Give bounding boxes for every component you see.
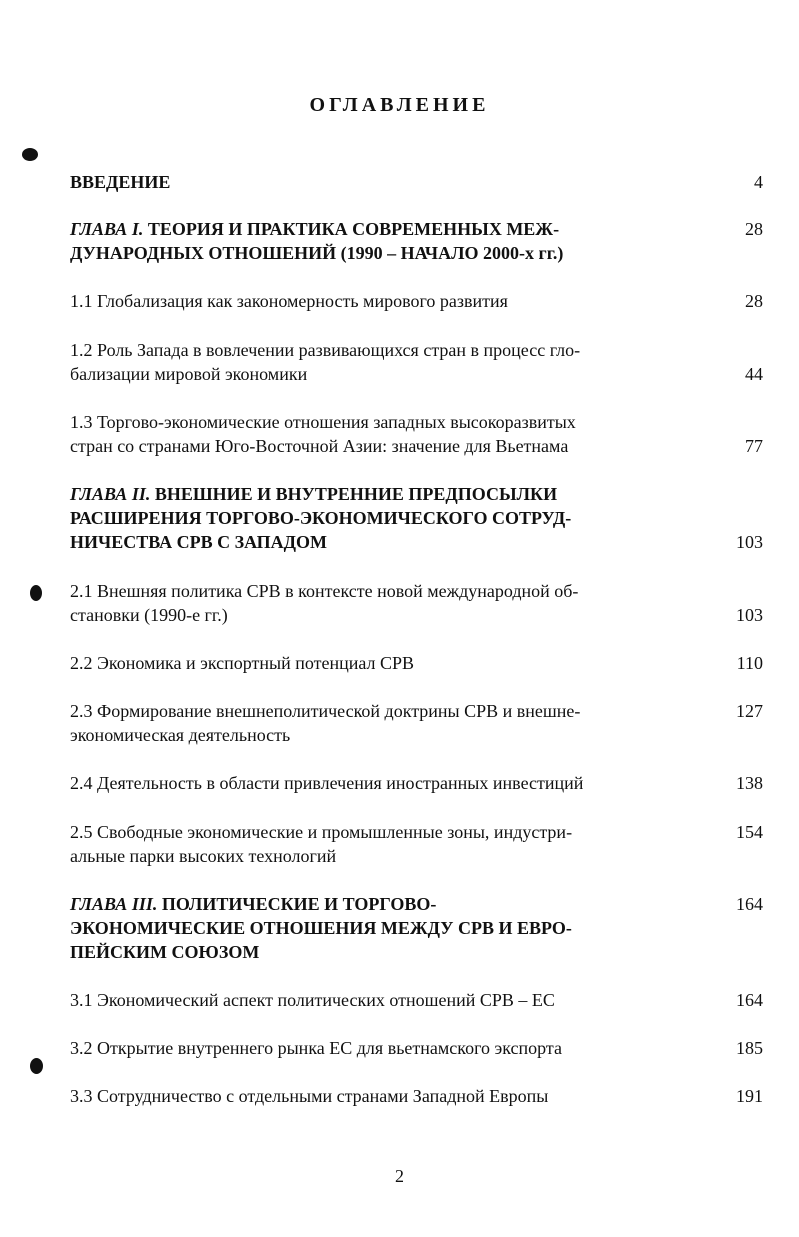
toc-entry-section-2-4	[70, 771, 650, 795]
toc-page-number: 28	[745, 219, 763, 239]
toc-entry-line: альные парки высоких технологий	[70, 846, 337, 866]
toc-entry-line: бализации мировой экономики	[70, 364, 308, 384]
toc-page-number: 103	[736, 532, 763, 552]
toc-entry-line: РАСШИРЕНИЯ ТОРГОВО-ЭКОНОМИЧЕСКОГО СОТРУД-	[70, 508, 572, 528]
toc-entry-line: ЭКОНОМИЧЕСКИЕ ОТНОШЕНИЯ МЕЖДУ СРВ И ЕВРО-	[70, 918, 572, 938]
toc-entry-chapter-3	[70, 892, 650, 964]
toc-entry-section-3-3	[70, 1084, 650, 1108]
toc-entry-line: ТЕОРИЯ И ПРАКТИКА СОВРЕМЕННЫХ МЕЖ-	[147, 219, 560, 239]
ink-blot	[22, 148, 38, 161]
toc-entry-line: становки (1990-е гг.)	[70, 605, 228, 625]
toc-entry-section-2-3	[70, 699, 650, 747]
toc-entry-chapter-1	[70, 217, 650, 265]
toc-entry-section-2-5	[70, 820, 650, 868]
toc-entry-line: ВВЕДЕНИЕ	[70, 172, 171, 192]
toc-entry-line: 1.1 Глобализация как закономерность мирового развития	[70, 291, 508, 311]
toc-entry-line: стран со странами Юго-Восточной Азии: значение для Вьетнама	[70, 436, 569, 456]
toc-entry-line: ПОЛИТИЧЕСКИЕ И ТОРГОВО-	[161, 894, 437, 914]
toc-page-number: 103	[736, 605, 763, 625]
toc-entry-line: 2.5 Свободные экономические и промышленные зоны, индустри-	[70, 822, 573, 842]
toc-entry-line: 3.1 Экономический аспект политических отношений СРВ – ЕС	[70, 990, 555, 1010]
toc-page-number: 154	[736, 822, 763, 842]
toc-entry-line: 1.2 Роль Запада в вовлечении развивающихся стран в процесс гло-	[70, 340, 581, 360]
toc-entry-line: 2.1 Внешняя политика СРВ в контексте новой международной об-	[70, 581, 579, 601]
toc-entry-line: 2.3 Формирование внешнеполитической доктрины СРВ и внешне-	[70, 701, 581, 721]
toc-entry-section-2-2	[70, 651, 650, 675]
toc-entry-section-3-1	[70, 988, 650, 1012]
toc-entry-line: ВНЕШНИЕ И ВНУТРЕННИЕ ПРЕДПОСЫЛКИ	[154, 484, 558, 504]
page-number: 2	[395, 1166, 404, 1186]
toc-page-number: 164	[736, 990, 763, 1010]
chapter-label: ГЛАВА II.	[70, 484, 151, 504]
toc-entry-line: ПЕЙСКИМ СОЮЗОМ	[70, 942, 260, 962]
toc-page-number: 44	[745, 364, 763, 384]
toc-entry-section-1-2	[70, 338, 650, 386]
ink-blot	[30, 585, 42, 601]
chapter-label: ГЛАВА III.	[70, 894, 158, 914]
toc-entry-line: НИЧЕСТВА СРВ С ЗАПАДОМ	[70, 532, 328, 552]
toc-page-number: 127	[736, 701, 763, 721]
toc-entry-section-3-2	[70, 1036, 650, 1060]
toc-entry-line: 2.2 Экономика и экспортный потенциал СРВ	[70, 653, 415, 673]
toc-page-number: 4	[754, 172, 763, 192]
toc-entry-section-2-1	[70, 579, 650, 627]
toc-page-number: 110	[736, 653, 763, 673]
toc-page-number: 191	[736, 1086, 763, 1106]
toc-page-number: 28	[745, 291, 763, 311]
toc-entry-line: 3.2 Открытие внутреннего рынка ЕС для вьетнамского экспорта	[70, 1038, 563, 1058]
toc-entry-line: 1.3 Торгово-экономические отношения западных высокоразвитых	[70, 412, 576, 432]
toc-entry-line: ДУНАРОДНЫХ ОТНОШЕНИЙ (1990 – НАЧАЛО 2000-х гг.)	[70, 243, 564, 263]
toc-entry-section-1-1	[70, 289, 650, 313]
chapter-label: ГЛАВА I.	[70, 219, 144, 239]
toc-entry-introduction	[70, 170, 650, 194]
toc-page-number: 77	[745, 436, 763, 456]
toc-page-number: 138	[736, 773, 763, 793]
ink-blot	[30, 1058, 43, 1074]
toc-title: ОГЛАВЛЕНИЕ	[309, 94, 490, 116]
toc-entry-line: экономическая деятельность	[70, 725, 291, 745]
toc-page-number: 185	[736, 1038, 763, 1058]
toc-page-number: 164	[736, 894, 763, 914]
toc-entry-line: 3.3 Сотрудничество с отдельными странами Западной Европы	[70, 1086, 549, 1106]
toc-entry-line: 2.4 Деятельность в области привлечения иностранных инвестиций	[70, 773, 584, 793]
toc-entry-section-1-3	[70, 410, 650, 458]
toc-entry-chapter-2	[70, 482, 650, 554]
